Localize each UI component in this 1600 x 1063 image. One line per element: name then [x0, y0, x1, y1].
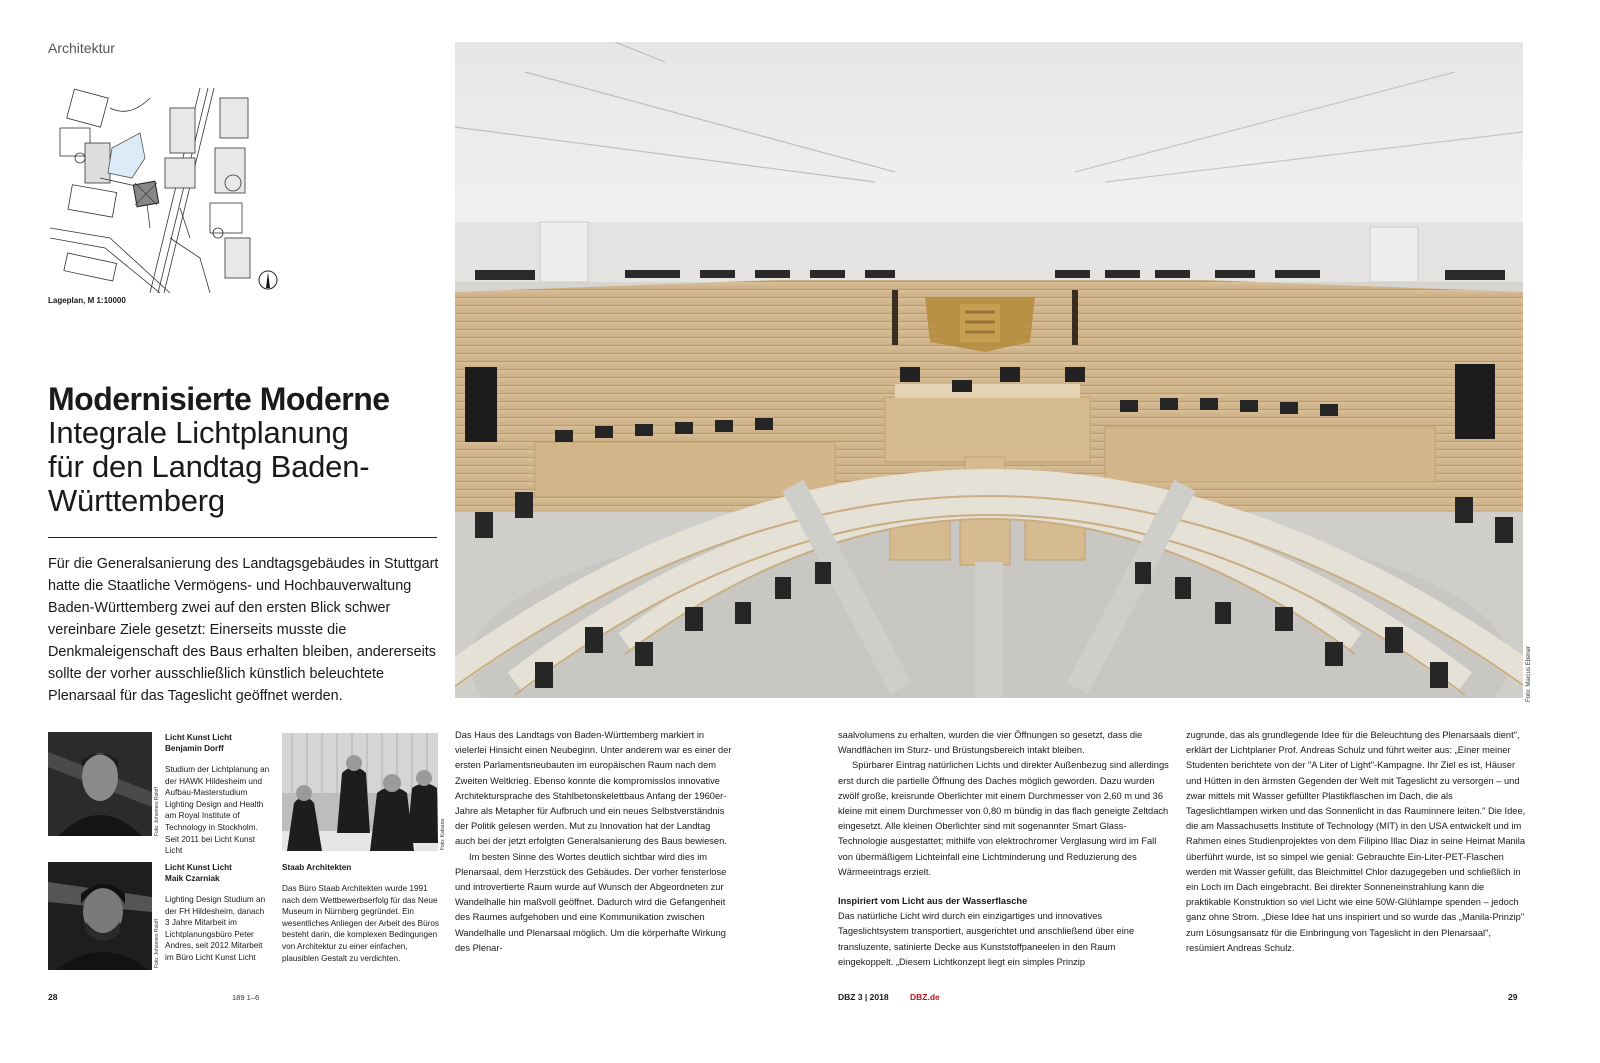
article-headline — [48, 383, 438, 518]
bio-name: Benjamin Dorff — [165, 744, 224, 753]
article-subheading: Inspiriert vom Licht aus der Wasserflasche — [838, 896, 1028, 907]
issue-label: DBZ 3 | 2018 — [838, 992, 889, 1002]
bio-firm: Staab Architekten — [282, 863, 352, 872]
bio-text: Das Büro Staab Architekten wurde 1991 nach dem Wettbewerbserfolg für das Neue Museum in Nürnberg gegründet. Ein wesentliches Anliegen der Arbeit des Büros besteht darin, die komplexen Bedingungen von Architektur zu einer einfachen, plausiblen Gestalt zu verdichten. — [282, 884, 440, 963]
headline-divider — [48, 537, 437, 538]
page-number-left: 28 — [48, 992, 58, 1002]
portrait-credit: Foto: Johannes Roloff — [154, 919, 160, 968]
portrait-maik-czarniak — [48, 862, 152, 970]
photo-credit: Foto: Marcus Ebener — [1526, 645, 1532, 702]
coat-of-arms — [925, 297, 1035, 352]
article-paragraph: zugrunde, das als grundlegende Idee für die Beleuchtung des Plenarsaals dient", erklärt der Lichtplaner Prof. Andreas Schulz und führt weiter aus: „Einer meiner Studenten berichtete von der "A Liter of Light"-Kampagne. Ihr Ziel es ist, Häuser und Hütten in den ärmsten Gegenden der Welt mit Tageslicht zu versorgen – und zwar mittels mit Wasser gefüllter Plastikflaschen im Dach, die als Tageslichtlampen wirken und das Sonnenlicht in das Rauminnere leiten." Die Idee, die am Massachusetts Institute of Technology (MIT) in den USA entwickelt und im Rahmen eines Studienprojektes von dem Filipino Illac Diaz in seine Heimat Manila überführt wurde, ist so simpel wie genial: Gebrauchte Ein-Liter-PET-Flaschen werden mit Wasser gefüllt, das Bleichmittel Chlor dazugegeben und schließlich in ein Loch im Dach eingebracht. Bei direkter Sonneneinstrahlung kann die praktikable Konstruktion so viel Licht wie eine 50W-Glühlampe spenden – jedoch ganz ohne Strom. „Diese Idee hat uns inspiriert und so wurde das „Manila-Prinzip" zum Lösungsansatz für die Einbringung von Tageslicht in den Plenarsaal", resümiert Andreas Schulz. — [1186, 730, 1526, 953]
article-paragraph: Das Haus des Landtags von Baden-Württemberg markiert in vielerlei Hinsicht einen Neubeginn. Unter anderem war es einer der ersten Parlamentsneubauten im europäischen Raum nach dem Zweiten Weltkrieg. Ebenso konnte die kompromisslos innovative Architektursprache des Stahlbetonskelettbaus Anfang der 1960er-Jahre als Metapher für Aufbruch und ein neues Selbstverständnis der Politik gelesen werden. Mut zu Innovation hat der Landtag auch bei der jetzt erfolgten Generalsanierung des Baus bewiesen. — [455, 730, 732, 847]
website-link[interactable]: DBZ.de — [910, 992, 940, 1002]
footer-code: 189 1–6 — [232, 993, 260, 1002]
bio-staab-architekten — [282, 862, 442, 964]
bio-text: Studium der Lichtplanung an der HAWK Hildesheim und Aufbau-Masterstudium Lighting Design and Health am Royal Institute of Technology in Stockholm. Seit 2011 bei Licht Kunst Licht — [165, 765, 270, 856]
lead-paragraph: Für die Generalsanierung des Landtagsgebäudes in Stuttgart hatte die Staatliche Vermögens- und Hochbauverwaltung Baden-Württemberg zwei auf den ersten Blick schwer vereinbare Ziele gesetzt: Einerseits musste die Denkmaleigenschaft des Baus erhalten bleiben, andererseits sollte der vorher ausschließlich künstlich beleuchtete Plenarsaal für das Tageslicht geöffnet werden. — [48, 556, 439, 704]
plenary-hall-photo — [455, 42, 1523, 698]
bio-name: Maik Czarniak — [165, 874, 220, 883]
article-subtitle-line: für den Landtag Baden- — [48, 449, 370, 484]
bio-maik-czarniak — [165, 862, 270, 964]
article-subtitle-line: Integrale Lichtplanung — [48, 415, 349, 450]
article-paragraph: Spürbarer Eintrag natürlichen Lichts und direkter Außenbezug sind allerdings erst durch die partielle Öffnung des Daches möglich geworden. Dazu wurden zwölf große, kreisrunde Oberlichter mit einem Durchmesser von 2,60 m und 36 kleine mit einem Durchmesser von 0,80 m bündig in das flach geneigte Zeltdach eingesetzt. Alle kleinen Oberlichter sind mit sogenannter Smart Glass-Technologie ausgestattet; mithilfe von elektrochromer Verglasung wird im Fall von übermäßigem Lichteinfall eine Lichtminderung und Reduzierung des Wärmeeintrags erzielt. — [838, 760, 1169, 877]
portrait-benjamin-dorff — [48, 732, 152, 836]
bio-firm: Licht Kunst Licht — [165, 733, 232, 742]
photo-credit: Foto: Katsana — [440, 818, 446, 850]
bio-benjamin-dorff — [165, 732, 270, 857]
article-column-3 — [1186, 728, 1526, 956]
north-arrow-icon — [258, 270, 278, 290]
photo-staab-architekten — [282, 733, 438, 851]
portrait-credit: Foto: Johannes Roloff — [154, 787, 160, 836]
article-column-2 — [838, 728, 1173, 970]
site-plan-caption: Lageplan, M 1:10000 — [48, 296, 126, 305]
article-paragraph: Das natürliche Licht wird durch ein einzigartiges und innovatives Tageslichtsystem transportiert, ausgerichtet und anschließend über eine transluzente, satinierte Decke aus Kunststoffpaneelen in den Raum eingekoppelt. „Diesem Lichtkonzept liegt ein simples Prinzip — [838, 911, 1135, 967]
bio-text: Lighting Design Studium an der FH Hildesheim, danach 3 Jahre Mitarbeit im Lichtplanungsbüro Peter Andres, seit 2012 Mitarbeit im Büro Licht Kunst Licht — [165, 895, 266, 962]
bio-firm: Licht Kunst Licht — [165, 863, 232, 872]
site-plan-map — [50, 88, 252, 293]
page-number-right: 29 — [1508, 992, 1518, 1002]
plenary-hall-illustration — [455, 42, 1523, 698]
article-subtitle-line: Württemberg — [48, 483, 225, 518]
article-paragraph: saalvolumens zu erhalten, wurden die vier Öffnungen so gesetzt, dass die Wandflächen im Sturz- und Brüstungsbereich intakt bleiben. — [838, 730, 1143, 756]
article-column-1 — [455, 728, 733, 956]
article-title: Modernisierte Moderne — [48, 381, 390, 417]
section-label: Architektur — [48, 40, 115, 56]
article-paragraph: Im besten Sinne des Wortes deutlich sichtbar wird dies im Plenarsaal, dem Herzstück des Gebäudes. Der vorher fensterlose und introvertierte Raum wurde auf Wunsch der Abgeordneten zur Wandelhalle hin maßvoll geöffnet. Dadurch wird die Gefangenheit des Raumes aufgehoben und eine Kommunikation zwischen Wandelhalle und Plenarsaal möglich. Um die körperhafte Wirkung des Plenar- — [455, 851, 727, 953]
site-plan-drawing — [50, 88, 252, 293]
